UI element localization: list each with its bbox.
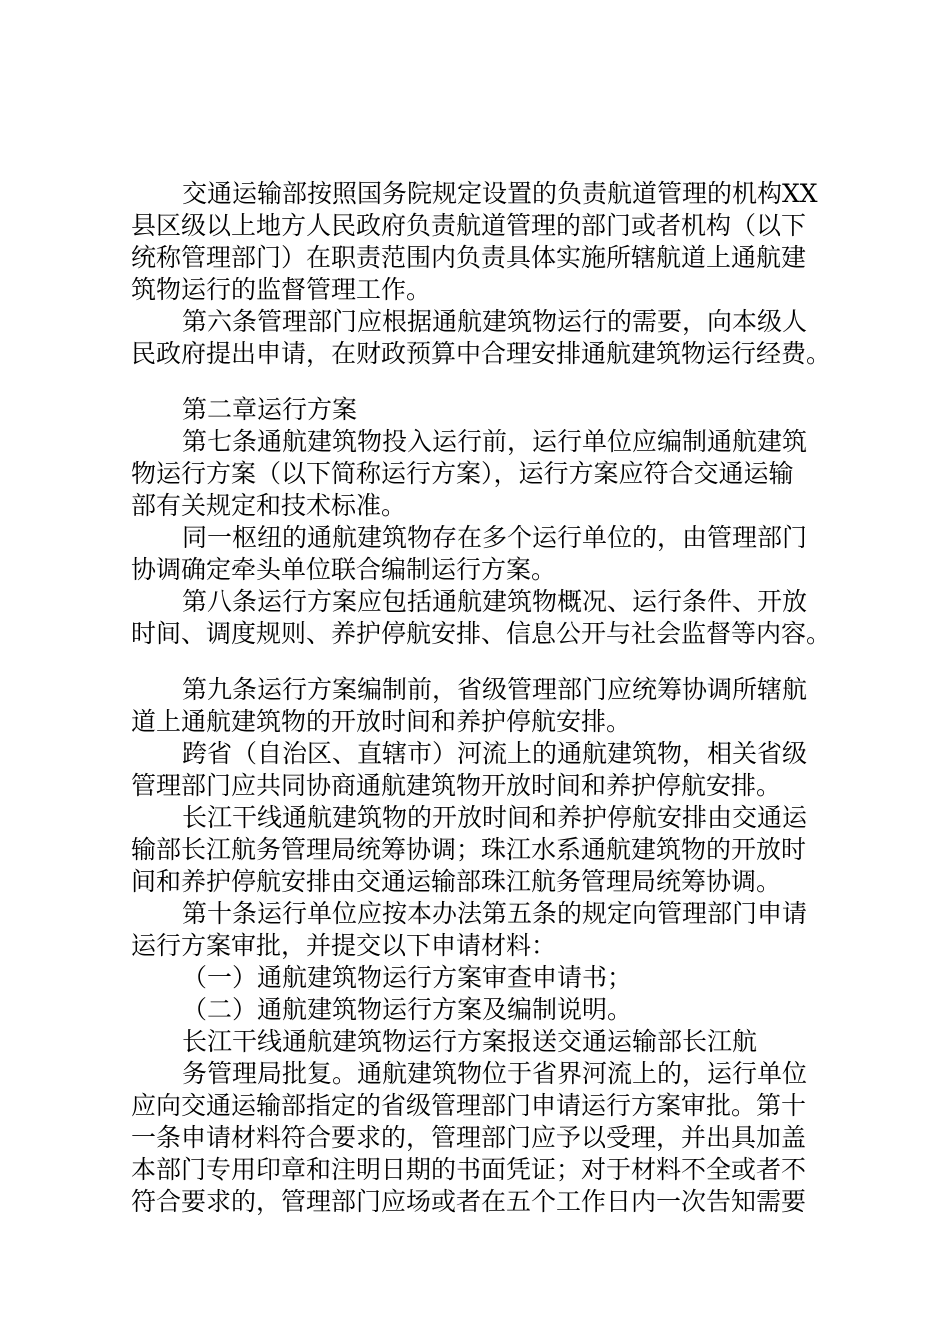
text-line: 民政府提出申请，在财政预算中合理安排通航建筑物运行经费。	[131, 339, 832, 368]
text-line: 时间、调度规则、养护停航安排、信息公开与社会监督等内容。	[131, 619, 832, 648]
list-item: （一）通航建筑物运行方案审查申请书；	[182, 963, 633, 992]
text-line: 管理部门应共同协商通航建筑物开放时间和养护停航安排。	[131, 771, 782, 800]
text-line: 第十条运行单位应按本办法第五条的规定向管理部门申请	[182, 899, 808, 928]
list-item: （二）通航建筑物运行方案及编制说明。	[182, 995, 633, 1024]
text-line: 间和养护停航安排由交通运输部珠江航务管理局统筹协调。	[131, 867, 782, 896]
text-line: 运行方案审批，并提交以下申请材料：	[131, 931, 557, 960]
text-line: 本部门专用印章和注明日期的书面凭证；对于材料不全或者不	[131, 1155, 807, 1184]
text-line: 第七条通航建筑物投入运行前，运行单位应编制通航建筑	[182, 427, 808, 456]
text-line: 筑物运行的监督管理工作。	[131, 275, 432, 304]
text-line: 第九条运行方案编制前，省级管理部门应统筹协调所辖航	[182, 675, 808, 704]
text-line: 协调确定牵头单位联合编制运行方案。	[131, 555, 557, 584]
text-line: 道上通航建筑物的开放时间和养护停航安排。	[131, 707, 632, 736]
text-line: 同一枢纽的通航建筑物存在多个运行单位的，由管理部门	[182, 523, 808, 552]
text-line: 一条申请材料符合要求的，管理部门应予以受理，并出具加盖	[131, 1123, 807, 1152]
text-line: 长江干线通航建筑物运行方案报送交通运输部长江航	[182, 1027, 758, 1056]
text-line: 交通运输部按照国务院规定设置的负责航道管理的机构XX	[182, 179, 818, 208]
text-line: 部有关规定和技术标准。	[131, 491, 407, 520]
text-line: 县区级以上地方人民政府负责航道管理的部门或者机构（以下	[131, 211, 807, 240]
text-line: 输部长江航务管理局统筹协调；珠江水系通航建筑物的开放时	[131, 835, 807, 864]
text-line: 符合要求的，管理部门应场或者在五个工作日内一次告知需要	[131, 1187, 807, 1216]
text-line: 统称管理部门）在职责范围内负责具体实施所辖航道上通航建	[131, 243, 807, 272]
text-line: 务管理局批复。通航建筑物位于省界河流上的，运行单位	[182, 1059, 808, 1088]
text-line: 跨省（自治区、直辖市）河流上的通航建筑物，相关省级	[182, 739, 808, 768]
text-line: 长江干线通航建筑物的开放时间和养护停航安排由交通运	[182, 803, 808, 832]
text-line: 物运行方案（以下简称运行方案），运行方案应符合交通运输	[131, 459, 794, 488]
text-line: 第八条运行方案应包括通航建筑物概况、运行条件、开放	[182, 587, 808, 616]
chapter-heading: 第二章运行方案	[182, 395, 358, 424]
text-line: 第六条管理部门应根据通航建筑物运行的需要，向本级人	[182, 307, 808, 336]
text-line: 应向交通运输部指定的省级管理部门申请运行方案审批。第十	[131, 1091, 807, 1120]
